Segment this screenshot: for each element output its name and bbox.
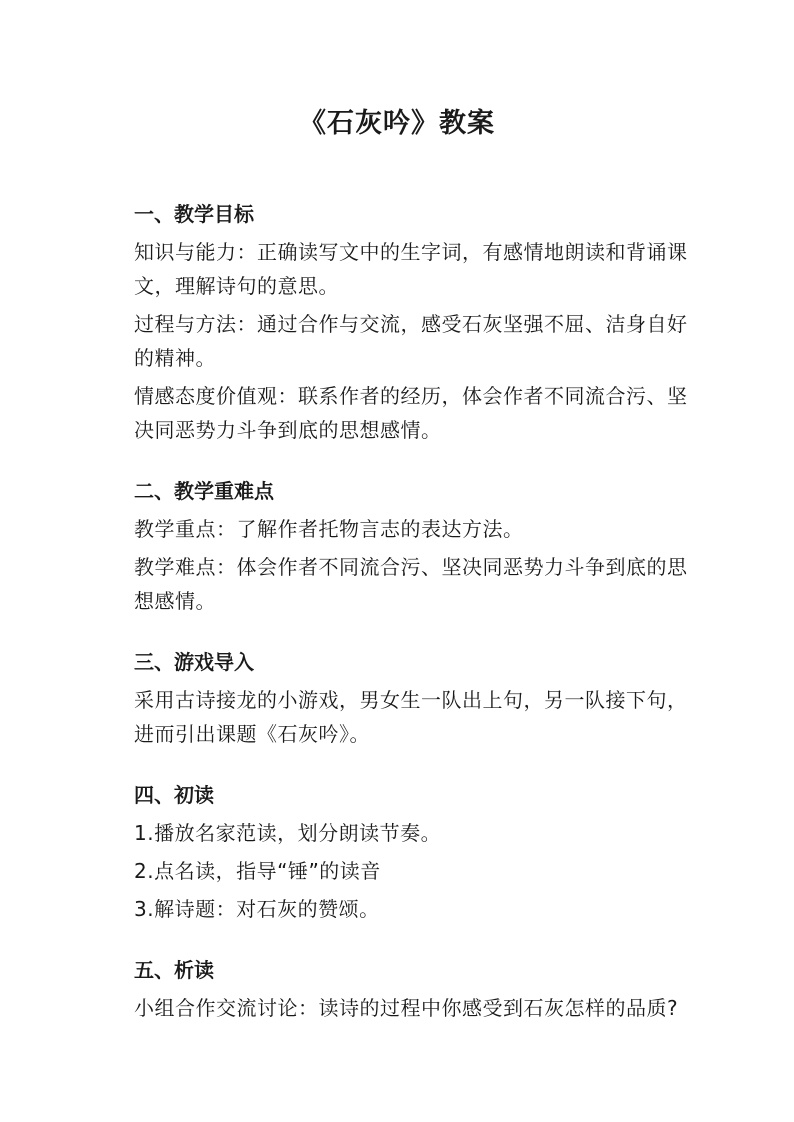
section-key-difficult-points <box>134 474 704 618</box>
section-heading: 四、初读 <box>134 783 214 807</box>
section-analytical-reading <box>134 953 704 1025</box>
paragraph: 教学重点：了解作者托物言志的表达方法。 <box>134 517 524 541</box>
paragraph: 情感态度价值观：联系作者的经历，体会作者不同流合污、坚决同恶势力斗争到底的思想感情。 <box>134 384 688 442</box>
section-heading: 三、游戏导入 <box>134 650 254 674</box>
paragraph: 过程与方法：通过合作与交流，感受石灰坚强不屈、洁身自好的精神。 <box>134 312 688 370</box>
section-first-reading <box>134 778 704 926</box>
document-body <box>134 197 704 1029</box>
section-heading: 五、析读 <box>134 958 214 982</box>
document-title: 《石灰吟》教案 <box>299 108 495 139</box>
paragraph: 知识与能力：正确读写文中的生字词，有感情地朗读和背诵课文，理解诗句的意思。 <box>134 240 688 298</box>
section-heading: 二、教学重难点 <box>134 479 274 503</box>
section-game-introduction <box>134 645 704 751</box>
paragraph: 3.解诗题：对石灰的赞颂。 <box>134 897 380 921</box>
section-teaching-objectives <box>134 197 704 447</box>
paragraph: 2.点名读，指导“锤”的读音 <box>134 859 381 883</box>
paragraph: 教学难点：体会作者不同流合污、坚决同恶势力斗争到底的思想感情。 <box>134 555 688 613</box>
section-heading: 一、教学目标 <box>134 202 254 226</box>
paragraph: 1.播放名家范读，划分朗读节奏。 <box>134 821 442 845</box>
paragraph: 小组合作交流讨论：读诗的过程中你感受到石灰怎样的品质? <box>134 996 679 1020</box>
paragraph: 采用古诗接龙的小游戏，男女生一队出上句，另一队接下句，进而引出课题《石灰吟》。 <box>134 688 688 746</box>
